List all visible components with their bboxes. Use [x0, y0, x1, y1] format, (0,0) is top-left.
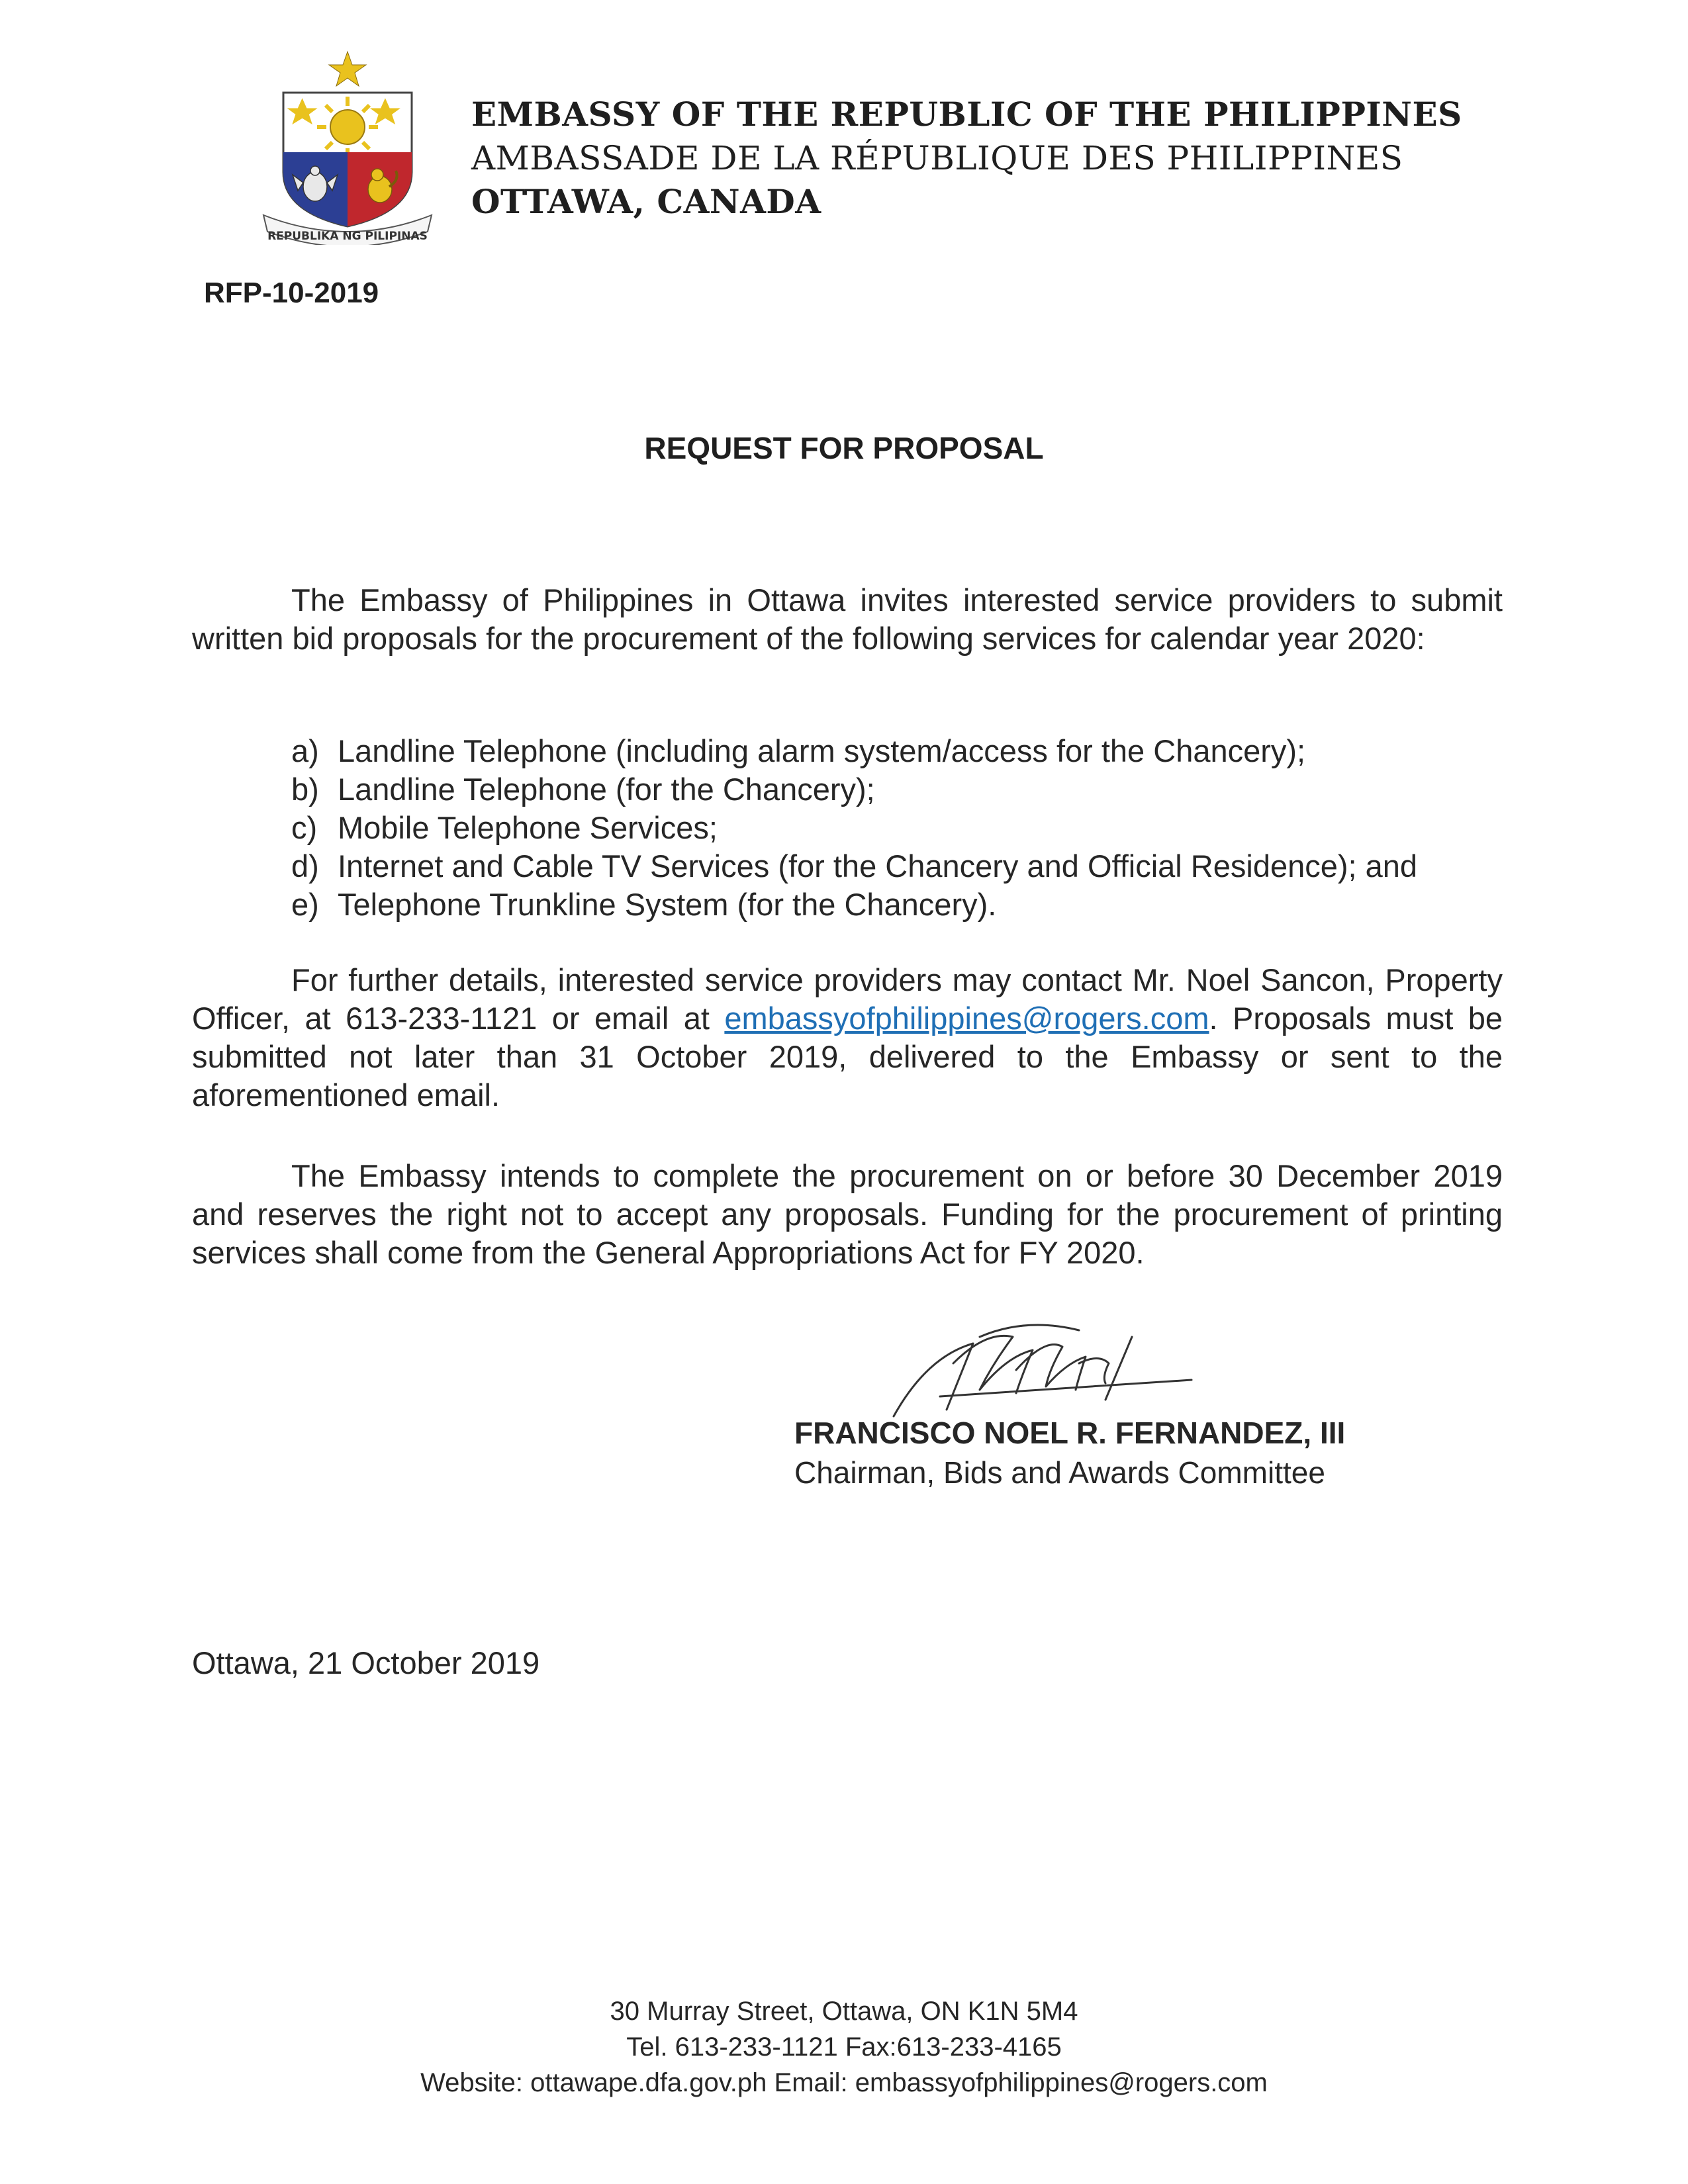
letterhead [471, 93, 1462, 224]
footer-phone-fax: Tel. 613-233-1121 Fax:613-233-4165 [626, 2032, 1062, 2062]
contact-email-link[interactable]: embassyofphilippines@rogers.com [724, 1001, 1209, 1036]
list-marker: c) [291, 810, 318, 845]
footer [0, 1993, 1688, 2101]
services-list [291, 732, 1417, 924]
signatory-name: FRANCISCO NOEL R. FERNANDEZ, III [794, 1416, 1346, 1450]
reference-number: RFP-10-2019 [204, 277, 379, 309]
procurement-paragraph: The Embassy intends to complete the procurement on or before 30 December 2019 and reserves the right not to accept any proposals. Funding for the procurement of printing services shall come from the General Appropriations Act for FY 2020. [192, 1158, 1503, 1270]
contact-paragraph-block [192, 961, 1503, 1115]
list-marker: b) [291, 772, 319, 807]
list-item-text: Telephone Trunkline System (for the Chancery). [338, 887, 997, 922]
document-date: Ottawa, 21 October 2019 [192, 1645, 540, 1680]
letterhead-embassy-name-french: AMBASSADE DE LA RÉPUBLIQUE DES PHILIPPINES [471, 139, 1403, 177]
list-item-text: Internet and Cable TV Services (for the Chancery and Official Residence); and [338, 848, 1418, 884]
list-marker: e) [291, 887, 319, 922]
list-marker: d) [291, 848, 319, 884]
list-item-text: Mobile Telephone Services; [338, 810, 718, 845]
footer-website-email: Website: ottawape.dfa.gov.ph Email: embassyofphilippines@rogers.com [420, 2068, 1268, 2097]
list-item-text: Landline Telephone (for the Chancery); [338, 772, 875, 807]
contact-paragraph [192, 961, 1503, 1115]
signatory-block [794, 1413, 1345, 1492]
list-item [291, 809, 1417, 847]
footer-address: 30 Murray Street, Ottawa, ON K1N 5M4 [610, 1997, 1078, 2026]
document-title: REQUEST FOR PROPOSAL [644, 431, 1044, 465]
contact-text-after-email: . Proposals must be submitted not later than 31 October 2019, delivered to the Embassy or sent to the aforementioned email. [192, 1001, 1503, 1113]
contact-text-before-email: For further details, interested service providers may contact Mr. Noel Sancon, Property Officer, at 613-233-1121 or email at [192, 962, 1503, 1036]
list-item [291, 732, 1417, 770]
intro-paragraph-block [192, 581, 1503, 658]
list-marker: a) [291, 733, 319, 768]
handwritten-signature [880, 1317, 1198, 1423]
list-item [291, 847, 1417, 886]
list-item [291, 886, 1417, 924]
list-item-text: Landline Telephone (including alarm system/access for the Chancery); [338, 733, 1306, 768]
intro-paragraph: The Embassy of Philippines in Ottawa invites interested service providers to submit written bid proposals for the procurement of the following services for calendar year 2020: [192, 582, 1503, 656]
procurement-paragraph-block [192, 1157, 1503, 1272]
philippine-seal-icon [252, 46, 444, 245]
seal-banner-text: REPUBLIKA NG PILIPINAS [267, 230, 428, 243]
letterhead-location: OTTAWA, CANADA [471, 182, 821, 221]
letterhead-embassy-name: EMBASSY OF THE REPUBLIC OF THE PHILIPPINES [471, 95, 1462, 134]
list-item [291, 770, 1417, 809]
signatory-role: Chairman, Bids and Awards Committee [794, 1455, 1325, 1490]
